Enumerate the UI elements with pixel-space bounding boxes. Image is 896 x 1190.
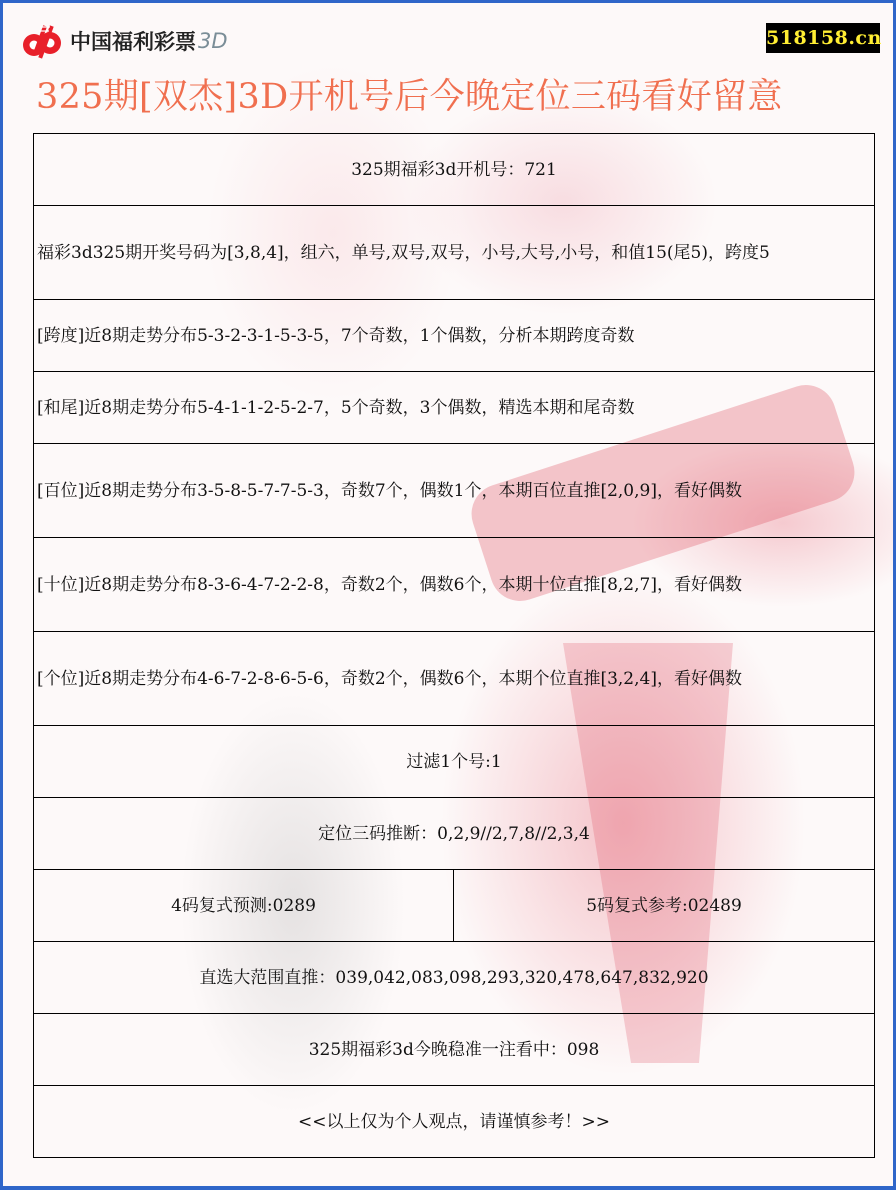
table-row xyxy=(34,538,875,632)
table-row xyxy=(34,1014,875,1086)
site-badge[interactable]: 518158.cn xyxy=(766,23,880,53)
four-code-prediction-cell: 4码复式预测:0289 xyxy=(34,870,454,942)
five-code-reference-cell: 5码复式参考:02489 xyxy=(454,870,875,942)
cwl-logo-icon xyxy=(20,21,66,61)
table-row xyxy=(34,870,875,942)
kaiji-number-cell: 325期福彩3d开机号：721 xyxy=(34,134,875,206)
table-row xyxy=(34,444,875,538)
direct-selection-range-cell: 直选大范围直推：039,042,083,098,293,320,478,647,832,920 xyxy=(34,942,875,1014)
hundreds-trend-cell: [百位]近8期走势分布3-5-8-5-7-7-5-3，奇数7个，偶数1个，本期百位直推[2,0,9]，看好偶数 xyxy=(34,444,875,538)
table-row xyxy=(34,206,875,300)
tens-trend-cell: [十位]近8期走势分布8-3-6-4-7-2-2-8，奇数2个，偶数6个，本期十位直推[8,2,7]，看好偶数 xyxy=(34,538,875,632)
table-row xyxy=(34,798,875,870)
brand-header xyxy=(20,21,228,61)
span-trend-cell: [跨度]近8期走势分布5-3-2-3-1-5-3-5，7个奇数，1个偶数，分析本期跨度奇数 xyxy=(34,300,875,372)
table-row xyxy=(34,726,875,798)
prediction-table xyxy=(33,133,875,1158)
table-row xyxy=(34,632,875,726)
table-row xyxy=(34,942,875,1014)
table-row xyxy=(34,300,875,372)
single-pick-cell: 325期福彩3d今晚稳准一注看中：098 xyxy=(34,1014,875,1086)
logo-3d-suffix: 3D xyxy=(198,29,228,53)
sum-tail-trend-cell: [和尾]近8期走势分布5-4-1-1-2-5-2-7，5个奇数，3个偶数，精选本期和尾奇数 xyxy=(34,372,875,444)
table-row xyxy=(34,372,875,444)
position-three-code-cell: 定位三码推断：0,2,9//2,7,8//2,3,4 xyxy=(34,798,875,870)
table-row xyxy=(34,134,875,206)
table-row xyxy=(34,1086,875,1158)
page-title: 325期[双杰]3D开机号后今晚定位三码看好留意 xyxy=(36,77,783,117)
filter-number-cell: 过滤1个号:1 xyxy=(34,726,875,798)
disclaimer-cell: <<以上仅为个人观点，请谨慎参考！>> xyxy=(34,1086,875,1158)
units-trend-cell: [个位]近8期走势分布4-6-7-2-8-6-5-6，奇数2个，偶数6个，本期个位直推[3,2,4]，看好偶数 xyxy=(34,632,875,726)
draw-result-cell: 福彩3d325期开奖号码为[3,8,4]，组六，单号,双号,双号，小号,大号,小号，和值15(尾5)，跨度5 xyxy=(34,206,875,300)
logo-text: 中国福利彩票 xyxy=(70,30,196,54)
